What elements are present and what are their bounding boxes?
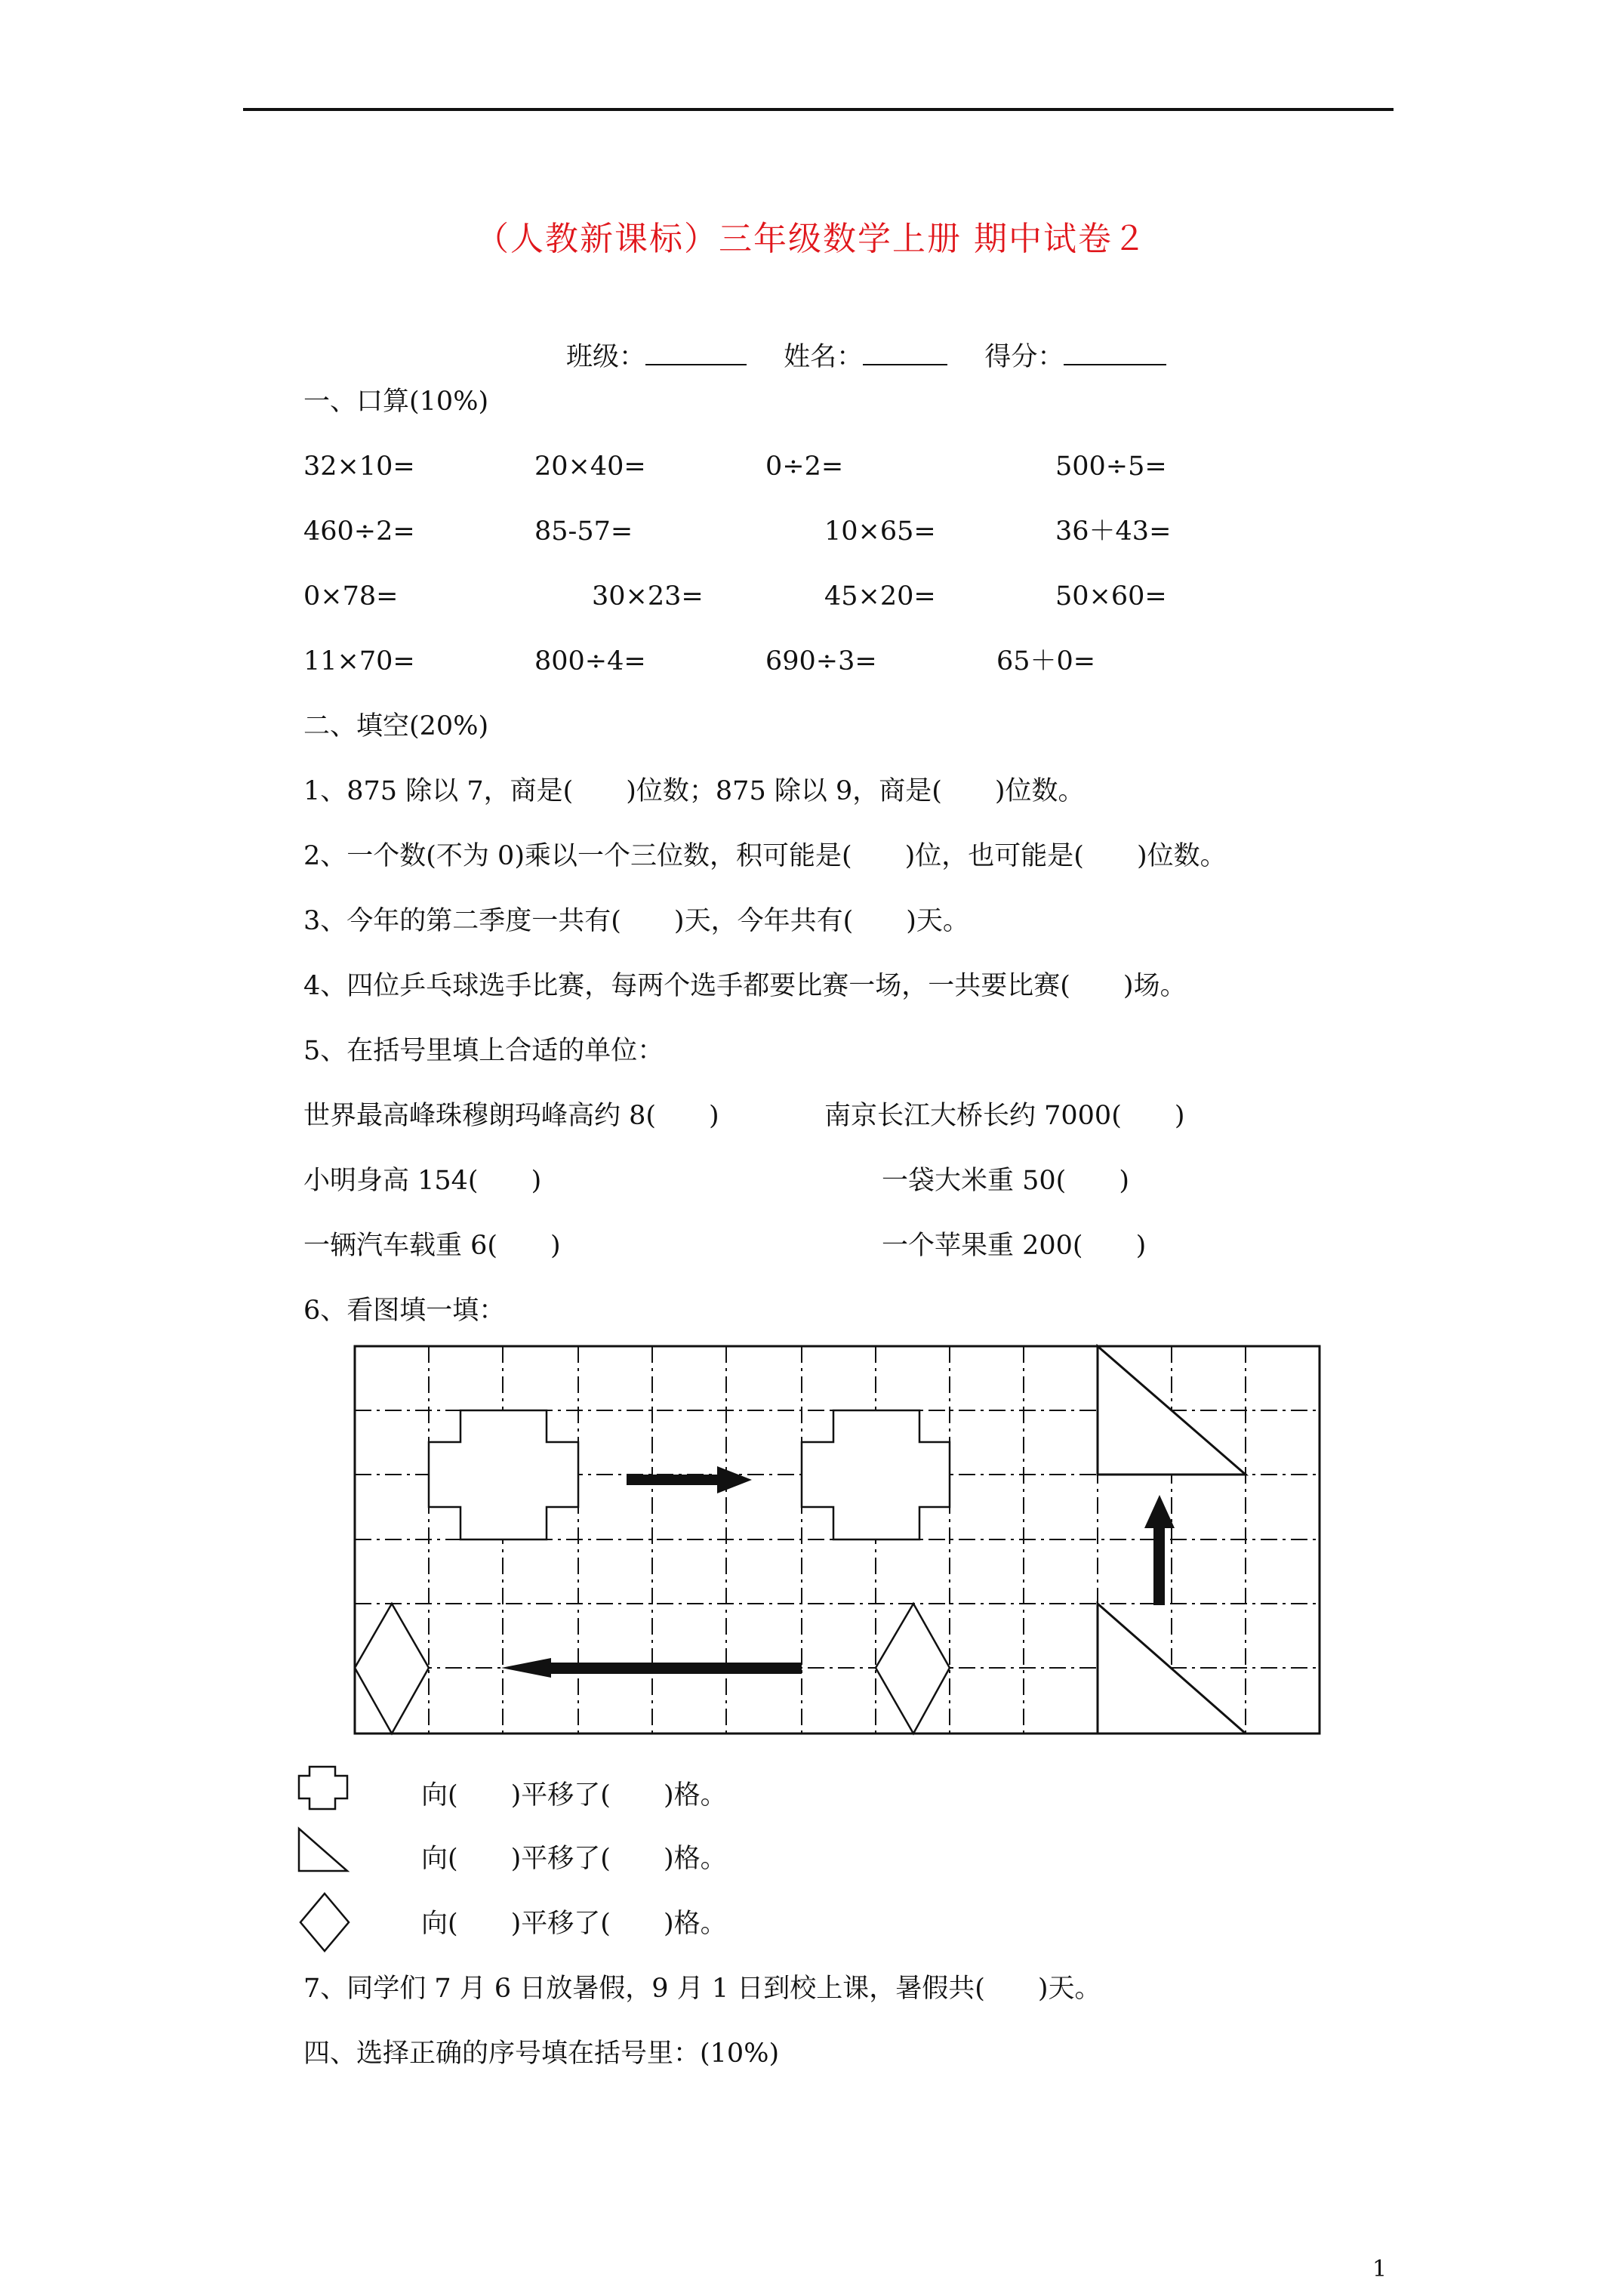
arrow-left-icon xyxy=(501,1658,551,1678)
calc-item: 32×10= xyxy=(303,451,415,482)
calc-item: 11×70= xyxy=(303,646,415,676)
section4-heading: 四、选择正确的序号填在括号里：(10%) xyxy=(303,2039,780,2069)
page-title: （人教新课标）三年级数学上册 期中试卷２ xyxy=(476,220,1147,258)
cross-shape-icon xyxy=(296,1764,352,1812)
unit-item: 小明身高 154( ) xyxy=(303,1166,542,1196)
calc-item: 500÷5= xyxy=(1055,451,1167,482)
calc-item: 690÷3= xyxy=(765,646,877,676)
answer-triangle: 向( )平移了( )格。 xyxy=(421,1844,727,1874)
header-rule xyxy=(243,108,1394,111)
triangle-shape-icon xyxy=(296,1826,352,1874)
question-2: 2、一个数(不为 0)乘以一个三位数，积可能是( )位，也可能是( )位数。 xyxy=(303,841,1227,871)
section1-heading: 一、口算(10%) xyxy=(303,387,489,417)
student-info xyxy=(566,336,1166,374)
calc-item: 460÷2= xyxy=(303,516,415,547)
score-label: 得分： xyxy=(984,342,1064,372)
calc-item: 30×23= xyxy=(592,581,704,612)
calc-item: 50×60= xyxy=(1055,581,1167,612)
question-5: 5、在括号里填上合适的单位： xyxy=(303,1036,664,1066)
calc-item: 800÷4= xyxy=(534,646,646,676)
score-blank[interactable] xyxy=(1064,338,1166,365)
answer-diamond: 向( )平移了( )格。 xyxy=(421,1909,727,1939)
question-1: 1、875 除以 7，商是( )位数；875 除以 9，商是( )位数。 xyxy=(303,776,1085,806)
diamond-shape xyxy=(355,1604,429,1734)
name-label: 姓名： xyxy=(784,342,864,372)
unit-item: 南京长江大桥长约 7000( ) xyxy=(824,1101,1185,1131)
calc-item: 10×65= xyxy=(824,516,936,547)
cross-shape xyxy=(802,1410,950,1539)
calc-item: 0×78= xyxy=(303,581,399,612)
cross-shape xyxy=(429,1410,578,1539)
question-4: 4、四位乒乓球选手比赛，每两个选手都要比赛一场，一共要比赛( )场。 xyxy=(303,971,1187,1001)
translation-grid-figure xyxy=(353,1344,1323,1737)
calc-item: 36＋43= xyxy=(1055,516,1172,547)
class-blank[interactable] xyxy=(645,338,747,365)
answer-cross: 向( )平移了( )格。 xyxy=(421,1780,727,1811)
calc-item: 45×20= xyxy=(824,581,936,612)
diamond-shape-icon xyxy=(297,1891,352,1954)
unit-item: 世界最高峰珠穆朗玛峰高约 8( ) xyxy=(303,1101,719,1131)
question-3: 3、今年的第二季度一共有( )天，今年共有( )天。 xyxy=(303,906,969,936)
calc-item: 85-57= xyxy=(534,516,633,547)
unit-item: 一袋大米重 50( ) xyxy=(882,1166,1129,1196)
question-7: 7、同学们 7 月 6 日放暑假，9 月 1 日到校上课，暑假共( )天。 xyxy=(303,1974,1101,2004)
diamond-shape xyxy=(876,1604,950,1734)
page-number: 1 xyxy=(1372,2256,1387,2282)
class-label: 班级： xyxy=(566,342,646,372)
unit-item: 一辆汽车载重 6( ) xyxy=(303,1231,561,1261)
name-blank[interactable] xyxy=(863,338,947,365)
calc-item: 0÷2= xyxy=(765,451,844,482)
section2-heading: 二、填空(20%) xyxy=(303,711,489,741)
calc-item: 65＋0= xyxy=(996,646,1096,676)
calc-item: 20×40= xyxy=(534,451,646,482)
arrow-up-icon xyxy=(1144,1495,1175,1528)
question-6: 6、看图填一填： xyxy=(303,1296,506,1326)
arrow-right-icon xyxy=(717,1466,752,1493)
unit-item: 一个苹果重 200( ) xyxy=(882,1231,1147,1261)
